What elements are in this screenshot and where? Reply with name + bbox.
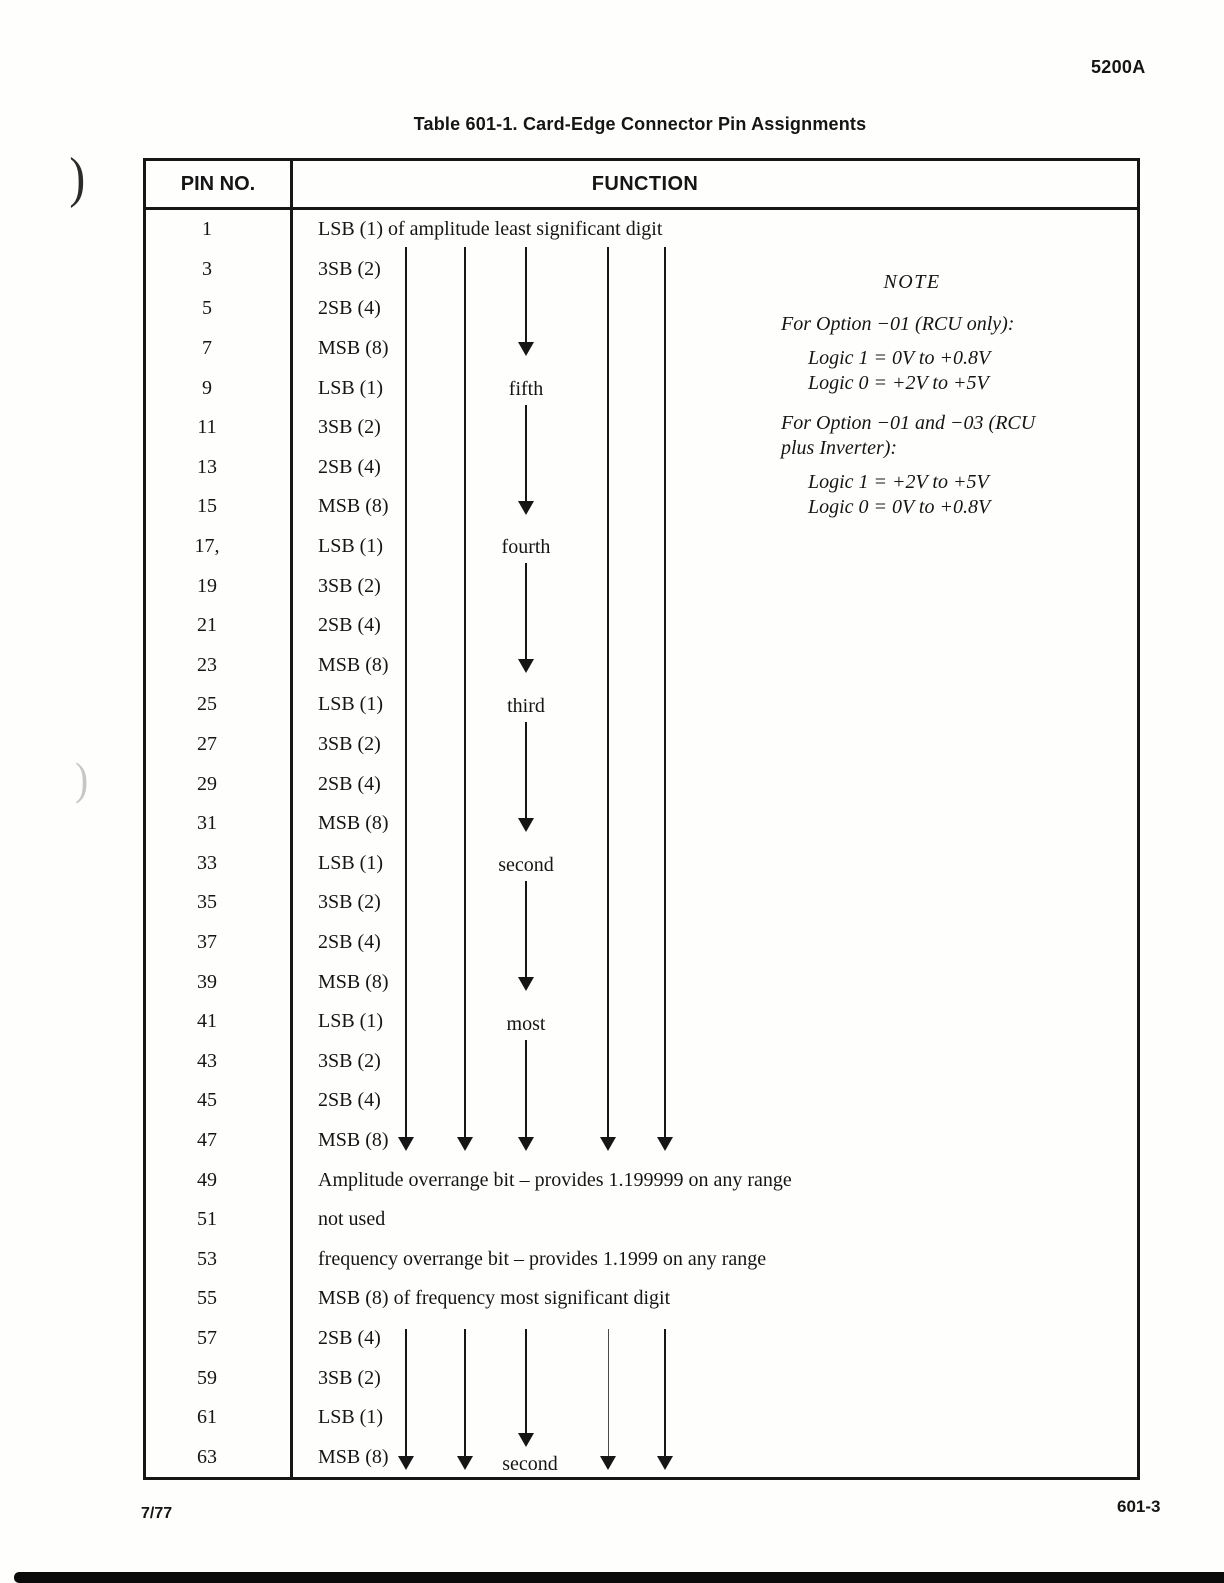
- table-header-row: [146, 161, 1137, 210]
- pin-number: 59: [146, 1358, 293, 1398]
- arrow-line: [464, 247, 466, 1139]
- pin-number: 47: [146, 1121, 293, 1161]
- function-text: MSB (8): [318, 1128, 389, 1151]
- table-row: [146, 923, 1137, 963]
- function-text: LSB (1) of amplitude least significant digit: [318, 218, 663, 241]
- arrow-line: [405, 1329, 407, 1458]
- function-text: LSB (1): [318, 376, 383, 399]
- table-title: Table 601-1. Card-Edge Connector Pin Assignments: [413, 114, 867, 134]
- function-text: MSB (8): [318, 970, 389, 993]
- pin-number: 57: [146, 1319, 293, 1359]
- pin-number: 29: [146, 764, 293, 804]
- table-row: [146, 1002, 1137, 1042]
- table-row: [146, 1279, 1137, 1319]
- arrow-line: [525, 1329, 527, 1433]
- footer-date: 7/77: [141, 1505, 173, 1522]
- digit-group-label-second-bottom: second: [502, 1453, 558, 1476]
- pin-number: 17,: [146, 527, 293, 567]
- arrow-line: [525, 722, 527, 819]
- note-logic-levels: [808, 346, 1101, 396]
- arrow-line: [525, 405, 527, 502]
- pin-number: 39: [146, 962, 293, 1002]
- function-text: LSB (1): [318, 693, 383, 716]
- table-row: [146, 1398, 1137, 1438]
- note-heading: NOTE: [883, 271, 941, 293]
- pin-number: 9: [146, 368, 293, 408]
- pin-number: 55: [146, 1279, 293, 1319]
- digit-group-label: fourth: [501, 536, 551, 559]
- table-row: [146, 1319, 1137, 1359]
- pin-number: 43: [146, 1041, 293, 1081]
- pin-number: 61: [146, 1398, 293, 1438]
- footer-page-number: 601-3: [1117, 1497, 1161, 1516]
- note-intro-line: plus Inverter):: [781, 437, 898, 459]
- arrow-line: [664, 1329, 666, 1458]
- function-text: 2SB (4): [318, 1089, 381, 1112]
- pin-number: 5: [146, 289, 293, 329]
- function-text: 2SB (4): [318, 297, 381, 320]
- arrow-line: [664, 247, 666, 1139]
- function-text: LSB (1): [318, 535, 383, 558]
- pin-number: 35: [146, 883, 293, 923]
- function-text: MSB (8): [318, 1445, 389, 1468]
- function-text: 2SB (4): [318, 1326, 381, 1349]
- function-text: 3SB (2): [318, 891, 381, 914]
- note-logic-line: Logic 0 = +2V to +5V: [808, 372, 989, 394]
- function-text: MSB (8): [318, 653, 389, 676]
- note-section: [781, 312, 1101, 396]
- note-logic-line: Logic 0 = 0V to +0.8V: [808, 496, 991, 518]
- note-intro-line: For Option −01 and −03 (RCU: [781, 412, 1036, 434]
- table-row: [146, 606, 1137, 646]
- function-text: 2SB (4): [318, 455, 381, 478]
- column-header-pin-no: PIN NO.: [146, 161, 293, 207]
- table-row: [146, 685, 1137, 725]
- note-logic-line: Logic 1 = 0V to +0.8V: [808, 347, 991, 369]
- arrowhead-down-icon: [518, 659, 534, 673]
- pin-number: 13: [146, 448, 293, 488]
- note-section: [781, 411, 1101, 520]
- pin-number: 21: [146, 606, 293, 646]
- table-row: [146, 1121, 1137, 1161]
- arrowhead-down-icon: [600, 1137, 616, 1151]
- arrowhead-down-icon: [600, 1456, 616, 1470]
- function-text: LSB (1): [318, 1406, 383, 1429]
- function-text: 2SB (4): [318, 614, 381, 637]
- function-text: MSB (8): [318, 337, 389, 360]
- arrow-line: [607, 247, 609, 1139]
- arrowhead-down-icon: [398, 1137, 414, 1151]
- table-row: [146, 1041, 1137, 1081]
- table-row: [146, 646, 1137, 686]
- note-intro-line: For Option −01 (RCU only):: [781, 313, 1015, 335]
- note-logic-levels: [808, 470, 1101, 520]
- doc-number: 5200A: [1091, 57, 1146, 77]
- function-text: 2SB (4): [318, 772, 381, 795]
- scan-artifact-paren: ): [69, 147, 86, 209]
- table-row: [146, 725, 1137, 765]
- scan-artifact-bar: [14, 1572, 1224, 1583]
- table-row: [146, 566, 1137, 606]
- arrowhead-down-icon: [518, 342, 534, 356]
- pin-number: 15: [146, 487, 293, 527]
- arrowhead-down-icon: [518, 977, 534, 991]
- pin-number: 45: [146, 1081, 293, 1121]
- table-row: [146, 962, 1137, 1002]
- function-text: 3SB (2): [318, 574, 381, 597]
- scan-artifact-paren-faint: ): [75, 753, 89, 804]
- table-row: [146, 1358, 1137, 1398]
- digit-group-label: most: [506, 1012, 546, 1035]
- pin-number: 31: [146, 804, 293, 844]
- arrowhead-down-icon: [518, 1433, 534, 1447]
- arrowhead-down-icon: [518, 1137, 534, 1151]
- arrow-line: [525, 563, 527, 660]
- pin-number: 19: [146, 566, 293, 606]
- function-text: 2SB (4): [318, 930, 381, 953]
- function-text: 3SB (2): [318, 257, 381, 280]
- digit-group-label: fifth: [508, 377, 544, 400]
- arrow-line: [608, 1329, 609, 1458]
- digit-group-label: third: [507, 695, 545, 718]
- function-text: frequency overrange bit – provides 1.1999 on any range: [318, 1247, 767, 1270]
- function-text: MSB (8): [318, 812, 389, 835]
- arrowhead-down-icon: [518, 818, 534, 832]
- arrowhead-down-icon: [457, 1137, 473, 1151]
- pin-number: 11: [146, 408, 293, 448]
- table-row: [146, 764, 1137, 804]
- function-text: LSB (1): [318, 851, 383, 874]
- pin-number: 7: [146, 329, 293, 369]
- function-text: MSB (8) of frequency most significant digit: [318, 1287, 671, 1310]
- table-row: [146, 210, 1137, 250]
- pin-number: 41: [146, 1002, 293, 1042]
- table-row: [146, 844, 1137, 884]
- pin-number: 37: [146, 923, 293, 963]
- pin-number: 25: [146, 685, 293, 725]
- arrow-line: [525, 881, 527, 978]
- arrow-line: [525, 1040, 527, 1139]
- arrow-line: [405, 247, 407, 1139]
- pin-number: 1: [146, 210, 293, 250]
- arrowhead-down-icon: [398, 1456, 414, 1470]
- digit-group-label: second: [498, 853, 554, 876]
- arrow-line: [525, 247, 527, 343]
- table-row: [146, 1160, 1137, 1200]
- pin-number: 27: [146, 725, 293, 765]
- table-row: [146, 883, 1137, 923]
- function-text: 3SB (2): [318, 416, 381, 439]
- function-text: MSB (8): [318, 495, 389, 518]
- note-logic-line: Logic 1 = +2V to +5V: [808, 471, 989, 493]
- arrowhead-down-icon: [657, 1137, 673, 1151]
- arrowhead-down-icon: [518, 501, 534, 515]
- function-text: 3SB (2): [318, 733, 381, 756]
- column-header-function: FUNCTION: [591, 172, 699, 195]
- table-row: [146, 804, 1137, 844]
- arrowhead-down-icon: [457, 1456, 473, 1470]
- pin-number: 23: [146, 646, 293, 686]
- pin-number: 33: [146, 844, 293, 884]
- function-text: 3SB (2): [318, 1366, 381, 1389]
- pin-number: 53: [146, 1239, 293, 1279]
- table-row: [146, 1200, 1137, 1240]
- pin-number: 3: [146, 250, 293, 290]
- function-text: Amplitude overrange bit – provides 1.199999 on any range: [318, 1168, 792, 1191]
- arrow-line: [464, 1329, 466, 1458]
- table-row: [146, 1437, 1137, 1477]
- function-text: 3SB (2): [318, 1049, 381, 1072]
- pin-number: 49: [146, 1160, 293, 1200]
- function-text: LSB (1): [318, 1010, 383, 1033]
- pin-number: 63: [146, 1437, 293, 1477]
- function-text: not used: [318, 1208, 386, 1231]
- pin-number: 51: [146, 1200, 293, 1240]
- note-block: [781, 270, 1101, 535]
- table-row: [146, 1081, 1137, 1121]
- table-row: [146, 1239, 1137, 1279]
- arrowhead-down-icon: [657, 1456, 673, 1470]
